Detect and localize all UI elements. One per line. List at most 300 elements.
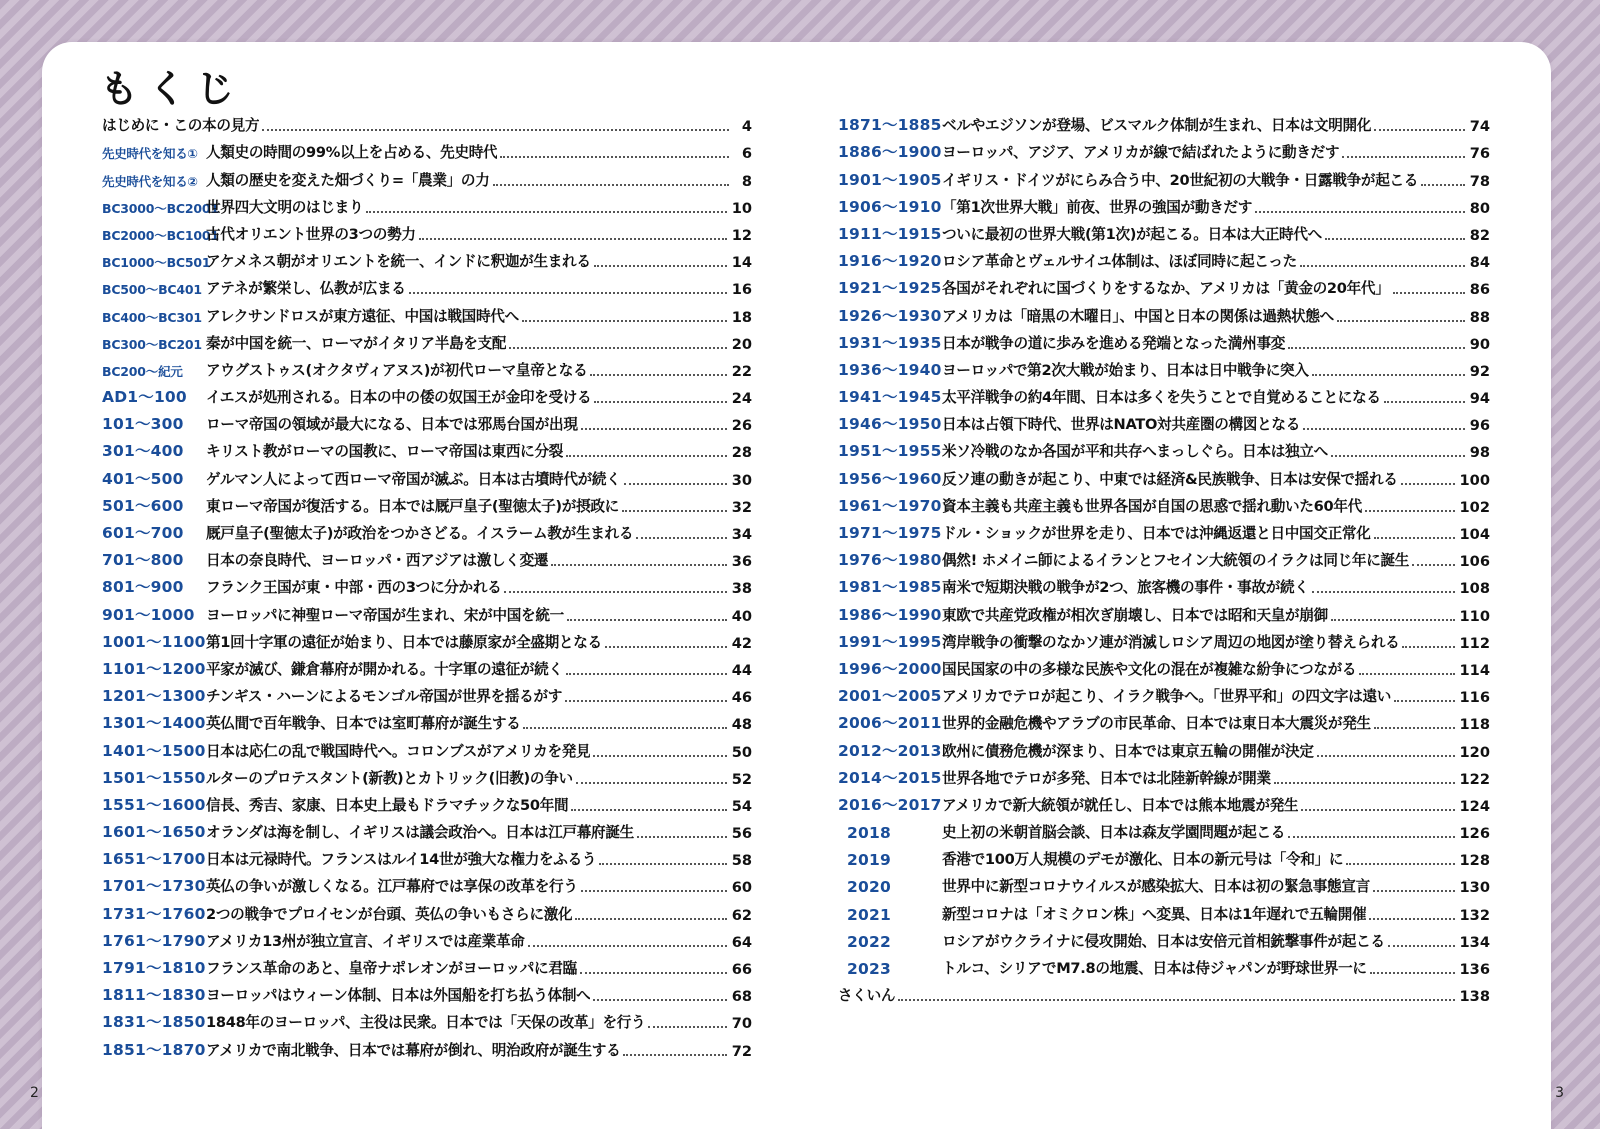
dot-leader [1331,454,1465,457]
toc-entry-page: 34 [731,526,752,543]
toc-entry-title: 世界各地でテロが多発、日本では北陸新幹線が開業 [942,769,1271,787]
toc-entry-title: フランク王国が東・中部・西の3つに分かれる [206,579,502,597]
toc-entry-title: 太平洋戦争の約4年間、日本は多くを失うことで自覚めることになる [942,389,1381,407]
toc-entry-title: 日本は応仁の乱で戦国時代へ。コロンブスがアメリカを発見 [206,742,591,760]
dot-leader [1402,645,1454,648]
toc-entry-page: 52 [731,770,752,788]
toc-entry-page: 64 [731,933,752,951]
toc-entry-page: 132 [1459,906,1490,924]
toc-entry-period: 1921〜1925 [838,279,942,298]
toc-entry[interactable] [838,464,1490,491]
toc-entry-page: 48 [731,716,752,734]
toc-entry-page: 58 [731,852,752,870]
toc-entry-page: 138 [1459,988,1490,1006]
toc-entry-page: 28 [731,444,752,462]
toc-entry[interactable] [102,709,752,736]
dot-leader [262,128,729,131]
dot-leader [575,917,726,920]
toc-entry-title: 世界中に新型コロナウイルスが感染拡大、日本は初の緊急事態宣言 [942,878,1370,896]
toc-entry-period: 2022 [847,932,891,951]
page-number-right: 3 [1555,1085,1564,1101]
toc-entry[interactable] [838,329,1490,356]
dot-leader [1393,291,1465,294]
toc-entry-period: 1996〜2000 [838,659,942,678]
dot-leader [599,862,727,865]
toc-entry-title: 偶然! ホメイニ師によるイランとフセイン大統領のイラクは同じ年に誕生 [942,552,1410,570]
toc-entry[interactable] [838,655,1490,682]
toc-entry[interactable] [838,736,1490,763]
toc-entry-title: イエスが処刑される。日本の中の倭の奴国王が金印を受ける [206,389,592,407]
toc-entry-period: 401〜500 [102,469,184,488]
toc-entry-page: 40 [731,607,752,625]
toc-entry-period: 先史時代を知る② [102,173,198,189]
toc-entry-page: 70 [731,1015,752,1033]
toc-entry-period: 1731〜1760 [102,904,206,923]
toc-entry[interactable] [102,791,752,818]
toc-entry-page: 66 [731,961,752,978]
dot-leader [1301,808,1454,811]
toc-entry-page: 18 [731,308,752,326]
toc-entry-title: アケメネス朝がオリエントを統一、インドに釈迦が生まれる [206,253,591,271]
dot-leader [581,427,727,430]
dot-leader [1421,183,1465,186]
toc-entry[interactable] [838,138,1490,165]
toc-entry-period: 2018 [847,824,891,843]
dot-leader [419,237,727,240]
toc-entry[interactable] [102,356,752,383]
toc-entry-period: 先史時代を知る① [102,146,198,162]
toc-entry[interactable] [102,600,752,627]
toc-entry[interactable] [838,165,1490,192]
toc-entry[interactable] [102,111,752,138]
toc-entry-page: 114 [1459,661,1490,679]
toc-entry-page: 38 [731,580,752,598]
toc-entry[interactable] [102,546,752,573]
dot-leader [1401,482,1455,485]
toc-entry-title: 世界四大文明のはじまり [206,198,364,216]
toc-entry-title: 国民国家の中の多様な民族や文化の混在が複雑な紛争につながる [942,660,1357,678]
toc-entry-title: 史上初の米朝首脳会談、日本は森友学園問題が起こる [942,824,1286,842]
dot-leader [566,672,727,675]
toc-entry[interactable] [102,329,752,356]
toc-entry[interactable] [838,247,1490,274]
toc-entry-title: ベルやエジソンが登場、ビスマルク体制が生まれ、日本は文明開化 [942,117,1372,135]
toc-left-column [102,111,752,1063]
toc-entry[interactable] [838,981,1490,1008]
toc-entry[interactable] [102,736,752,763]
toc-entry[interactable] [102,655,752,682]
dot-leader [528,944,727,947]
toc-entry[interactable] [838,791,1490,818]
toc-entry[interactable] [838,519,1490,546]
dot-leader [509,346,727,349]
toc-entry-title: 英仏間で百年戦争、日本では室町幕府が誕生する [206,715,521,733]
dot-leader [1346,862,1454,865]
toc-entry-page: 12 [731,226,752,244]
toc-entry[interactable] [838,410,1490,437]
toc-entry-period: AD1〜100 [102,388,187,407]
toc-entry-period: 2021 [847,905,891,924]
dot-leader [590,373,726,376]
toc-entry-period: 1001〜1100 [102,632,206,651]
toc-entry[interactable] [838,193,1490,220]
toc-entry-page: 4 [741,118,752,136]
toc-entry-page: 68 [731,988,752,1006]
toc-entry-period: 1831〜1850 [102,1013,206,1032]
toc-entry-page: 124 [1459,797,1490,815]
toc-entry-page: 92 [1469,362,1490,380]
dot-leader [1288,835,1454,838]
dot-leader [500,155,729,158]
toc-entry-period: 1501〜1550 [102,768,206,787]
dot-leader [623,1053,726,1056]
toc-entry-period: 2023 [847,960,891,978]
toc-entry-page: 62 [731,906,752,924]
toc-entry-title: トルコ、シリアでM7.8の地震、日本は侍ジャパンが野球世界一に [942,960,1367,977]
dot-leader [1303,427,1465,430]
toc-entry-period: 2001〜2005 [838,687,942,706]
page-number-left: 2 [30,1085,39,1101]
toc-entry-title: 日本は元禄時代。フランスはルイ14世が強大な権力をふるう [206,851,597,869]
toc-entry[interactable] [838,927,1490,954]
toc-entry-period: 1961〜1970 [838,496,942,515]
toc-entry-title: 各国がそれぞれに国づくりをするなか、アメリカは「黄金の20年代」 [942,280,1390,298]
dot-leader [594,400,726,403]
toc-entry-title: ヨーロッパに神聖ローマ帝国が生まれ、宋が中国を統一 [206,606,564,624]
toc-entry-period: 1956〜1960 [838,469,942,488]
toc-entry-title: はじめに・この本の見方 [102,117,260,135]
dot-leader [1374,128,1465,131]
toc-entry-title: 日本は占領下時代、世界はNATO対共産圏の構図となる [942,416,1301,434]
toc-entry-title: 「第1次世界大戦」前夜、世界の強国が動きだす [942,198,1253,216]
toc-entry[interactable] [838,600,1490,627]
toc-entry[interactable] [102,193,752,220]
toc-entry[interactable] [838,845,1490,872]
toc-entry[interactable] [102,274,752,301]
dot-leader [1312,373,1465,376]
dot-leader [898,998,1454,1001]
toc-entry-period: BC500〜BC401 [102,282,202,298]
toc-entry-title: 人類の歴史を変えた畑づくり=「農業」の力 [206,171,490,189]
toc-entry-page: 26 [731,417,752,435]
toc-entry-title: 平家が滅び、鎌倉幕府が開かれる。十字軍の遠征が続く [206,660,563,678]
toc-entry-period: 1986〜1990 [838,605,942,624]
dot-leader [1274,781,1455,784]
toc-entry-page: 72 [731,1042,752,1060]
toc-entry[interactable] [838,301,1490,328]
toc-entry[interactable] [102,492,752,519]
toc-entry[interactable] [102,682,752,709]
toc-entry-title: 古代オリエント世界の3つの勢力 [206,225,416,243]
toc-entry-page: 80 [1469,199,1490,217]
dot-leader [1394,699,1454,702]
toc-entry-period: 1851〜1870 [102,1040,206,1059]
dot-leader [1388,944,1455,947]
toc-entry-period: 1901〜1905 [838,170,942,189]
toc-entry-title: キリスト教がローマの国教に、ローマ帝国は東西に分裂 [206,443,564,461]
toc-entry[interactable] [838,437,1490,464]
toc-entry[interactable] [838,274,1490,301]
toc-entry-title: 資本主義も共産主義も世界各国が自国の思惑で揺れ動いた60年代 [942,497,1362,515]
toc-entry[interactable] [102,220,752,247]
toc-entry-title: 2つの戦争でプロイセンが台頭、英仏の争いもさらに激化 [206,905,573,923]
dot-leader [1369,917,1454,920]
toc-entry-page: 98 [1469,444,1490,462]
dot-leader [1337,319,1465,322]
toc-entry[interactable] [838,682,1490,709]
dot-leader [567,618,727,621]
toc-entry-title: 英仏の争いが激しくなる。江戸幕府では享保の改革を行う [206,878,578,896]
dot-leader [1412,563,1454,566]
toc-entry-title: アテネが繁栄し、仏教が広まる [206,280,406,298]
dot-leader [504,590,726,593]
toc-entry[interactable] [102,1035,752,1062]
dot-leader [1370,971,1455,974]
toc-entry-period: 701〜800 [102,551,184,570]
toc-entry-period: 1971〜1975 [838,524,942,542]
toc-entry[interactable] [102,138,752,165]
toc-entry[interactable] [102,899,752,926]
dot-leader [565,699,727,702]
toc-entry-period: 1911〜1915 [838,224,942,243]
dot-leader [1365,509,1455,512]
toc-entry-period: 1811〜1830 [102,986,206,1005]
toc-entry-title: 欧州に債務危機が深まり、日本では東京五輪の開催が決定 [942,742,1314,760]
toc-entry[interactable] [102,410,752,437]
toc-entry-page: 10 [731,199,752,217]
toc-entry-page: 110 [1459,607,1490,625]
dot-leader [605,645,727,648]
toc-entry-page: 122 [1459,770,1490,788]
toc-right-column [838,111,1490,1008]
toc-entry[interactable] [102,573,752,600]
toc-entry-page: 84 [1469,254,1490,272]
dot-leader [594,264,727,267]
toc-entry-page: 120 [1459,743,1490,761]
toc-entry-page: 30 [731,471,752,489]
toc-entry[interactable] [838,220,1490,247]
toc-entry-page: 76 [1469,145,1490,163]
toc-entry-page: 20 [731,335,752,353]
toc-entry[interactable] [102,1008,752,1035]
toc-entry-title: 人類史の時間の99%以上を占める、先史時代 [206,144,498,162]
toc-entry[interactable] [102,247,752,274]
toc-entry-title: ヨーロッパはウィーン体制、日本は外国船を打ち払う体制へ [206,987,591,1005]
toc-entry-title: ロシア革命とヴェルサイユ体制は、ほぼ同時に起こった [942,253,1297,271]
dot-leader [1384,400,1465,403]
toc-entry-page: 50 [731,743,752,761]
toc-entry-period: 1946〜1950 [838,415,942,434]
dot-leader [1359,672,1454,675]
dot-leader [1312,590,1455,593]
toc-entry-title: ロシアがウクライナに侵攻開始、日本は安倍元首相銃撃事件が起こる [942,932,1385,950]
toc-entry-period: 1761〜1790 [102,931,206,950]
toc-entry[interactable] [102,981,752,1008]
dot-leader [551,563,727,566]
toc-entry[interactable] [838,383,1490,410]
toc-entry-page: 112 [1459,634,1490,652]
toc-entry-period: 2014〜2015 [838,768,942,787]
toc-entry-period: BC300〜BC201 [102,336,202,352]
dot-leader [648,1025,726,1028]
toc-entry-title: ゲルマン人によって西ローマ帝国が滅ぶ。日本は古墳時代が続く [206,470,621,488]
toc-entry-title: 日本の奈良時代、ヨーロッパ・西アジアは激しく変遷 [206,552,549,570]
toc-entry[interactable] [102,519,752,546]
toc-entry[interactable] [838,546,1490,573]
toc-entry-page: 60 [731,879,752,897]
toc-entry-title: ヨーロッパ、アジア、アメリカが線で結ばれたように動きだす [942,144,1340,162]
toc-entry-period: 1601〜1650 [102,823,206,842]
toc-entry[interactable] [102,383,752,410]
toc-entry-page: 90 [1469,335,1490,353]
toc-entry[interactable] [838,954,1490,981]
toc-entry-period: 1201〜1300 [102,687,206,706]
toc-entry[interactable] [102,818,752,845]
toc-entry-title: オランダは海を制し、イギリスは議会政治へ。日本は江戸幕府誕生 [206,824,634,842]
toc-entry[interactable] [838,356,1490,383]
toc-entry-title: 秦が中国を統一、ローマがイタリア半島を支配 [206,334,507,352]
toc-entry-title: 湾岸戦争の衝撃のなかソ連が消滅しロシア周辺の地図が塗り替えられる [942,633,1400,651]
toc-entry[interactable] [102,464,752,491]
dot-leader [493,183,729,186]
toc-entry-period: 1951〜1955 [838,442,942,461]
toc-entry-page: 46 [731,689,752,707]
toc-entry[interactable] [838,709,1490,736]
toc-entry-page: 42 [731,634,752,652]
toc-entry-period: 2012〜2013 [838,741,942,760]
toc-entry[interactable] [838,111,1490,138]
toc-entry-page: 22 [731,362,752,380]
toc-entry-page: 102 [1459,498,1490,516]
toc-entry-title: ルターのプロテスタント(新教)とカトリック(旧教)の争い [206,769,573,787]
toc-entry-page: 116 [1459,689,1490,707]
dot-leader [1374,726,1455,729]
toc-entry-period: 901〜1000 [102,605,195,624]
toc-entry-period: 2019 [847,851,891,870]
toc-entry-period: BC400〜BC301 [102,309,202,325]
dot-leader [1342,155,1465,158]
toc-entry-period: 801〜900 [102,578,184,597]
toc-entry-period: 1906〜1910 [838,197,942,216]
toc-entry[interactable] [838,764,1490,791]
toc-entry-page: 8 [741,172,752,190]
toc-entry-period: 1916〜1920 [838,252,942,271]
toc-entry[interactable] [102,301,752,328]
toc-entry-title: 1848年のヨーロッパ、主役は民衆。日本では「天保の改革」を行う [206,1014,646,1032]
toc-entry-title: イギリス・ドイツがにらみ合う中、20世紀初の大戦争・日露戦争が起こる [942,171,1419,189]
toc-entry-period: BC2000〜BC1001 [102,227,219,243]
toc-entry[interactable] [838,573,1490,600]
toc-entry-title: 第1回十字軍の遠征が始まり、日本では藤原家が全盛期となる [206,633,602,651]
toc-entry-period: 1976〜1980 [838,551,942,570]
toc-heading: もくじ [100,67,245,111]
dot-leader [636,536,727,539]
toc-entry-title: さくいん [838,987,896,1005]
toc-entry-title: フランス革命のあと、皇帝ナポレオンがヨーロッパに君臨 [206,960,577,977]
dot-leader [576,781,727,784]
dot-leader [566,454,727,457]
toc-entry[interactable] [102,872,752,899]
toc-entry-title: アメリカ13州が独立宣言、イギリスでは産業革命 [206,932,525,950]
toc-entry-page: 128 [1459,852,1490,870]
dot-leader [1373,889,1455,892]
toc-entry-page: 24 [731,390,752,408]
dot-leader [409,291,727,294]
toc-entry-page: 106 [1459,553,1490,571]
toc-entry-period: 1791〜1810 [102,959,206,977]
toc-entry[interactable] [102,764,752,791]
toc-entry-title: ドル・ショックが世界を走り、日本では沖縄返還と日中国交正常化 [942,525,1371,542]
toc-entry-page: 6 [741,145,752,163]
toc-entry[interactable] [838,492,1490,519]
toc-entry-title: チンギス・ハーンによるモンゴル帝国が世界を揺るがす [206,688,563,706]
toc-entry[interactable] [102,845,752,872]
dot-leader [1325,237,1465,240]
toc-entry[interactable] [102,628,752,655]
toc-entry-page: 94 [1469,390,1490,408]
toc-entry[interactable] [102,437,752,464]
toc-entry-period: 1401〜1500 [102,741,206,760]
toc-entry-period: 1931〜1935 [838,333,942,352]
toc-entry-page: 78 [1469,172,1490,190]
toc-entry-title: ヨーロッパで第2次大戦が始まり、日本は日中戦争に突入 [942,361,1309,379]
toc-entry[interactable] [102,954,752,981]
toc-entry-page: 100 [1459,471,1490,489]
toc-entry-title: 新型コロナは「オミクロン株」へ変異、日本は1年遅れで五輪開催 [942,905,1367,923]
toc-entry-title: アメリカは「暗黒の木曜日」、中国と日本の関係は過熱状態へ [942,307,1334,325]
toc-entry-title: 香港で100万人規模のデモが激化、日本の新元号は「令和」に [942,851,1344,869]
toc-entry-period: 2020 [847,878,891,897]
dot-leader [1374,536,1455,539]
toc-entry-title: アメリカで南北戦争、日本では幕府が倒れ、明治政府が誕生する [206,1041,621,1059]
dot-leader [522,319,727,322]
toc-entry-title: アレクサンドロスが東方遠征、中国は戦国時代へ [206,307,519,325]
toc-entry-page: 56 [731,825,752,843]
toc-entry-period: 1991〜1995 [838,632,942,651]
toc-entry-period: BC3000〜BC2001 [102,200,219,216]
toc-entry-page: 96 [1469,417,1490,435]
toc-entry-title: ついに最初の世界大戦(第1次)が起こる。日本は大正時代へ [942,225,1322,243]
toc-entry-page: 134 [1459,933,1490,951]
dot-leader [624,482,727,485]
toc-entry-page: 74 [1469,118,1490,136]
toc-entry-page: 126 [1459,825,1490,843]
toc-entry[interactable] [838,628,1490,655]
toc-entry[interactable] [838,818,1490,845]
dot-leader [1300,264,1465,267]
toc-entry-title: 信長、秀吉、家康、日本史上最もドラマチックな50年間 [206,796,569,814]
toc-entry-title: 南米で短期決戦の戦争が2つ、旅客機の事件・事故が続く [942,579,1309,597]
toc-entry-period: 1871〜1885 [838,116,942,135]
toc-entry-page: 82 [1469,226,1490,244]
toc-entry[interactable] [838,899,1490,926]
toc-entry-page: 32 [731,498,752,516]
dot-leader [366,210,726,213]
toc-entry-title: 日本が戦争の道に歩みを進める発端となった満州事変 [942,334,1286,352]
toc-entry-period: BC200〜紀元 [102,363,183,379]
toc-entry-page: 44 [731,661,752,679]
toc-entry[interactable] [102,927,752,954]
toc-entry[interactable] [102,165,752,192]
toc-entry[interactable] [838,872,1490,899]
toc-entry-page: 130 [1459,879,1490,897]
toc-entry-period: 1701〜1730 [102,877,206,896]
toc-entry-page: 136 [1459,961,1490,978]
toc-entry-period: 1941〜1945 [838,388,942,407]
toc-entry-period: 601〜700 [102,524,184,542]
toc-entry-period: 101〜300 [102,415,184,434]
toc-entry-period: 1981〜1985 [838,578,942,597]
